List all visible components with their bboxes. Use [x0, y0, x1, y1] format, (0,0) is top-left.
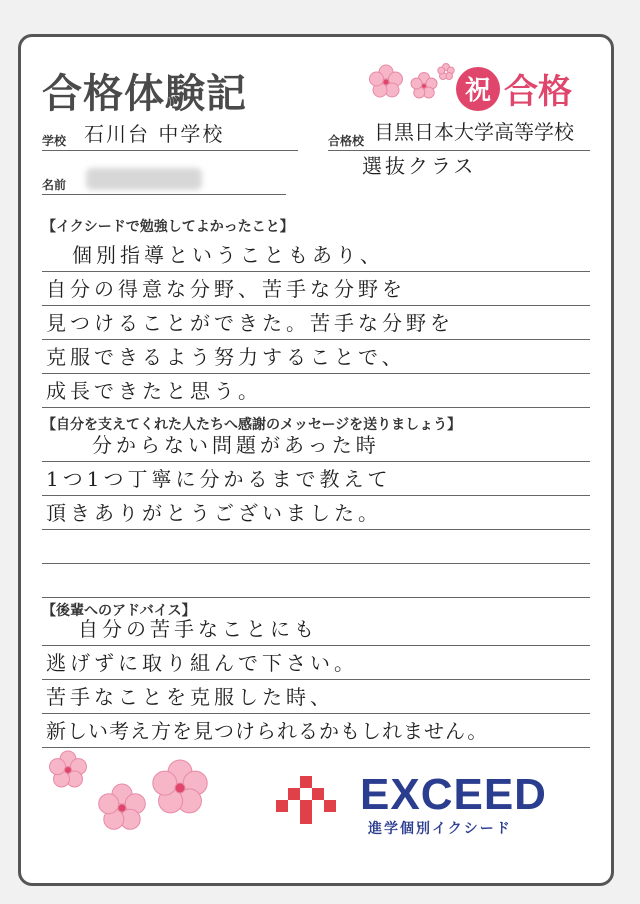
- answer-line: 新しい考え方を見つけられるかもしれません。: [42, 714, 590, 748]
- answer-line: 成長できたと思う。: [42, 374, 590, 408]
- answer-line: [42, 530, 590, 564]
- school-value: 石川台 中学校: [84, 122, 225, 146]
- school-label: 学校: [42, 134, 67, 148]
- answer-line: 分からない問題があった時: [42, 428, 590, 462]
- exceed-logo-mark: [274, 776, 338, 824]
- answer-line: 頂きありがとうございました。: [42, 496, 590, 530]
- answer-line: 1つ1つ丁寧に分かるまで教えて: [42, 462, 590, 496]
- section-heading-thanks: 【自分を支えてくれた人たちへ感謝のメッセージを送りましょう】: [42, 417, 462, 433]
- answer-line: 克服できるよう努力することで、: [42, 340, 590, 374]
- answer-line: [42, 564, 590, 598]
- name-redacted: [86, 168, 202, 190]
- exceed-logo-text: EXCEED: [360, 770, 547, 819]
- section-heading-good-points: 【イクシードで勉強してよかったこと】: [42, 219, 294, 235]
- sakura-decoration-top: [366, 60, 458, 104]
- school-underline: [42, 150, 298, 151]
- answer-line: 苦手なことを克服した時、: [42, 680, 590, 714]
- pass-badge: [456, 64, 572, 113]
- course-value: 選抜クラス: [362, 154, 477, 178]
- answer-line: 自分の苦手なことにも: [42, 612, 590, 646]
- sakura-decoration-bottom: [40, 748, 220, 844]
- exceed-logo-subtitle: 進学個別イクシード: [368, 821, 512, 837]
- name-underline: [42, 194, 286, 195]
- pass-word: 合格: [504, 72, 572, 112]
- answer-line: 見つけることができた。苦手な分野を: [42, 306, 590, 340]
- answer-line: 自分の得意な分野、苦手な分野を: [42, 272, 590, 306]
- answer-line: 逃げずに取り組んで下さい。: [42, 646, 590, 680]
- name-label: 名前: [42, 178, 67, 192]
- passed-school-label: 合格校: [328, 134, 365, 148]
- passed-school-value: 目黒日本大学高等学校: [374, 120, 574, 144]
- section-heading-advice: 【後輩へのアドバイス】: [42, 603, 196, 619]
- answer-line: 個別指導ということもあり、: [42, 238, 590, 272]
- page-title: 合格体験記: [42, 71, 247, 117]
- celebrate-seal: 祝: [456, 67, 500, 111]
